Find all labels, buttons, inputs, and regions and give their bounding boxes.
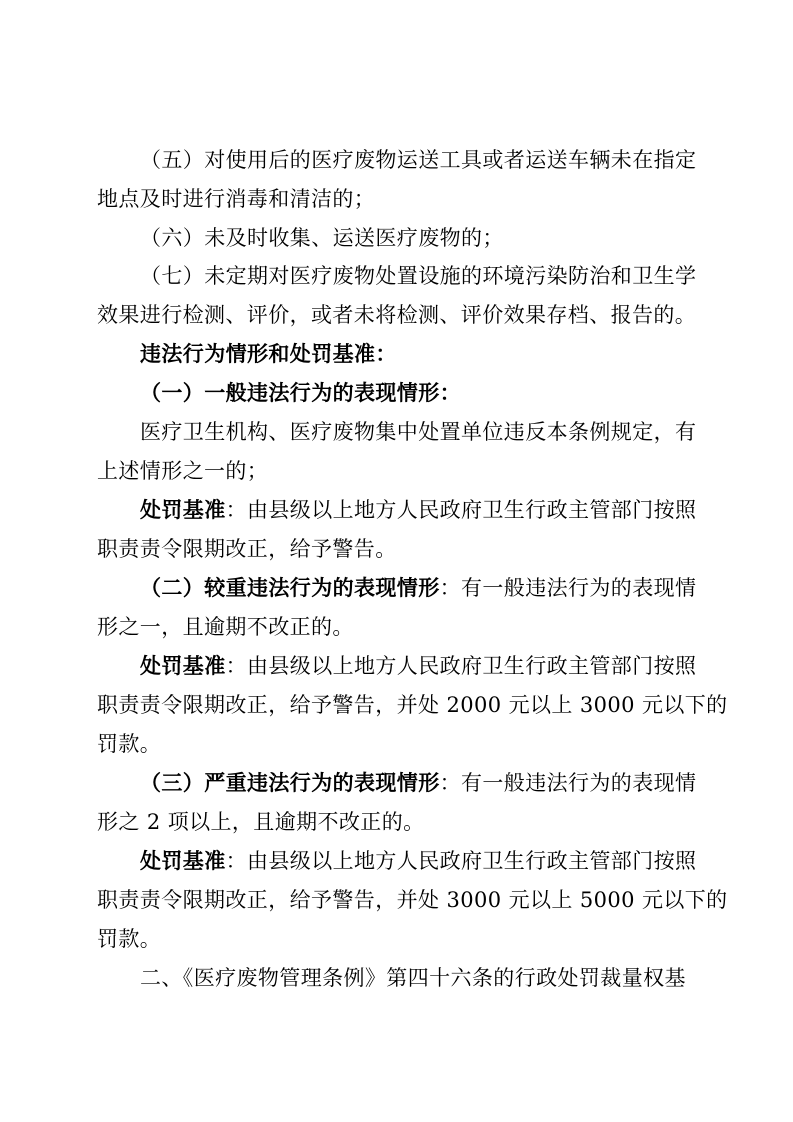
severe-violation-line-1 — [140, 768, 696, 798]
item-7-line-2: 效果进行检测、评价，或者未将检测、评价效果存档、报告的。 — [97, 303, 697, 327]
serious-penalty-line-1 — [140, 651, 696, 681]
serious-penalty-line-2: 职责责令限期改正，给予警告，并处 2000 元以上 3000 元以下的 — [97, 693, 728, 717]
next-section-heading: 二、《医疗废物管理条例》第四十六条的行政处罚裁量权基 — [140, 966, 686, 990]
severe-violation-line-2: 形之 2 项以上，且逾期不改正的。 — [97, 810, 425, 834]
penalty-label: 处罚基准 — [140, 848, 226, 873]
item-7-line-1: （七）未定期对医疗废物处置设施的环境污染防治和卫生学 — [140, 264, 697, 288]
penalty-text: ：由县级以上地方人民政府卫生行政主管部门按照 — [225, 498, 697, 522]
serious-violation-line-2: 形之一，且逾期不改正的。 — [97, 615, 354, 639]
penalty-text: ：由县级以上地方人民政府卫生行政主管部门按照 — [225, 849, 697, 873]
general-penalty-line-2: 职责责令限期改正，给予警告。 — [97, 537, 397, 561]
general-penalty-line-1 — [140, 495, 696, 525]
item-5-line-1: （五）对使用后的医疗废物运送工具或者运送车辆未在指定 — [140, 148, 697, 172]
severe-penalty-line-3: 罚款。 — [97, 927, 162, 951]
item-5-line-2: 地点及时进行消毒和清洁的； — [97, 187, 376, 211]
general-violation-heading: （一）一般违法行为的表现情形： — [140, 380, 461, 405]
serious-violation-heading: （二）较重违法行为的表现情形 — [140, 575, 440, 600]
severe-violation-heading: （三）严重违法行为的表现情形 — [140, 770, 440, 795]
serious-violation-text: ：有一般违法行为的表现情 — [439, 576, 697, 600]
penalty-label: 处罚基准 — [140, 653, 226, 678]
severe-violation-text: ：有一般违法行为的表现情 — [439, 771, 697, 795]
penalty-label: 处罚基准 — [140, 497, 226, 522]
general-violation-text-1: 医疗卫生机构、医疗废物集中处置单位违反本条例规定，有 — [140, 420, 697, 444]
item-6-line: （六）未及时收集、运送医疗废物的； — [140, 226, 504, 250]
general-violation-text-2: 上述情形之一的； — [97, 459, 269, 483]
serious-violation-line-1 — [140, 573, 696, 603]
severe-penalty-line-1 — [140, 846, 696, 876]
serious-penalty-line-3: 罚款。 — [97, 732, 162, 756]
penalty-text: ：由县级以上地方人民政府卫生行政主管部门按照 — [225, 654, 697, 678]
section-heading: 违法行为情形和处罚基准： — [140, 341, 397, 366]
severe-penalty-line-2: 职责责令限期改正，给予警告，并处 3000 元以上 5000 元以下的 — [97, 888, 728, 912]
